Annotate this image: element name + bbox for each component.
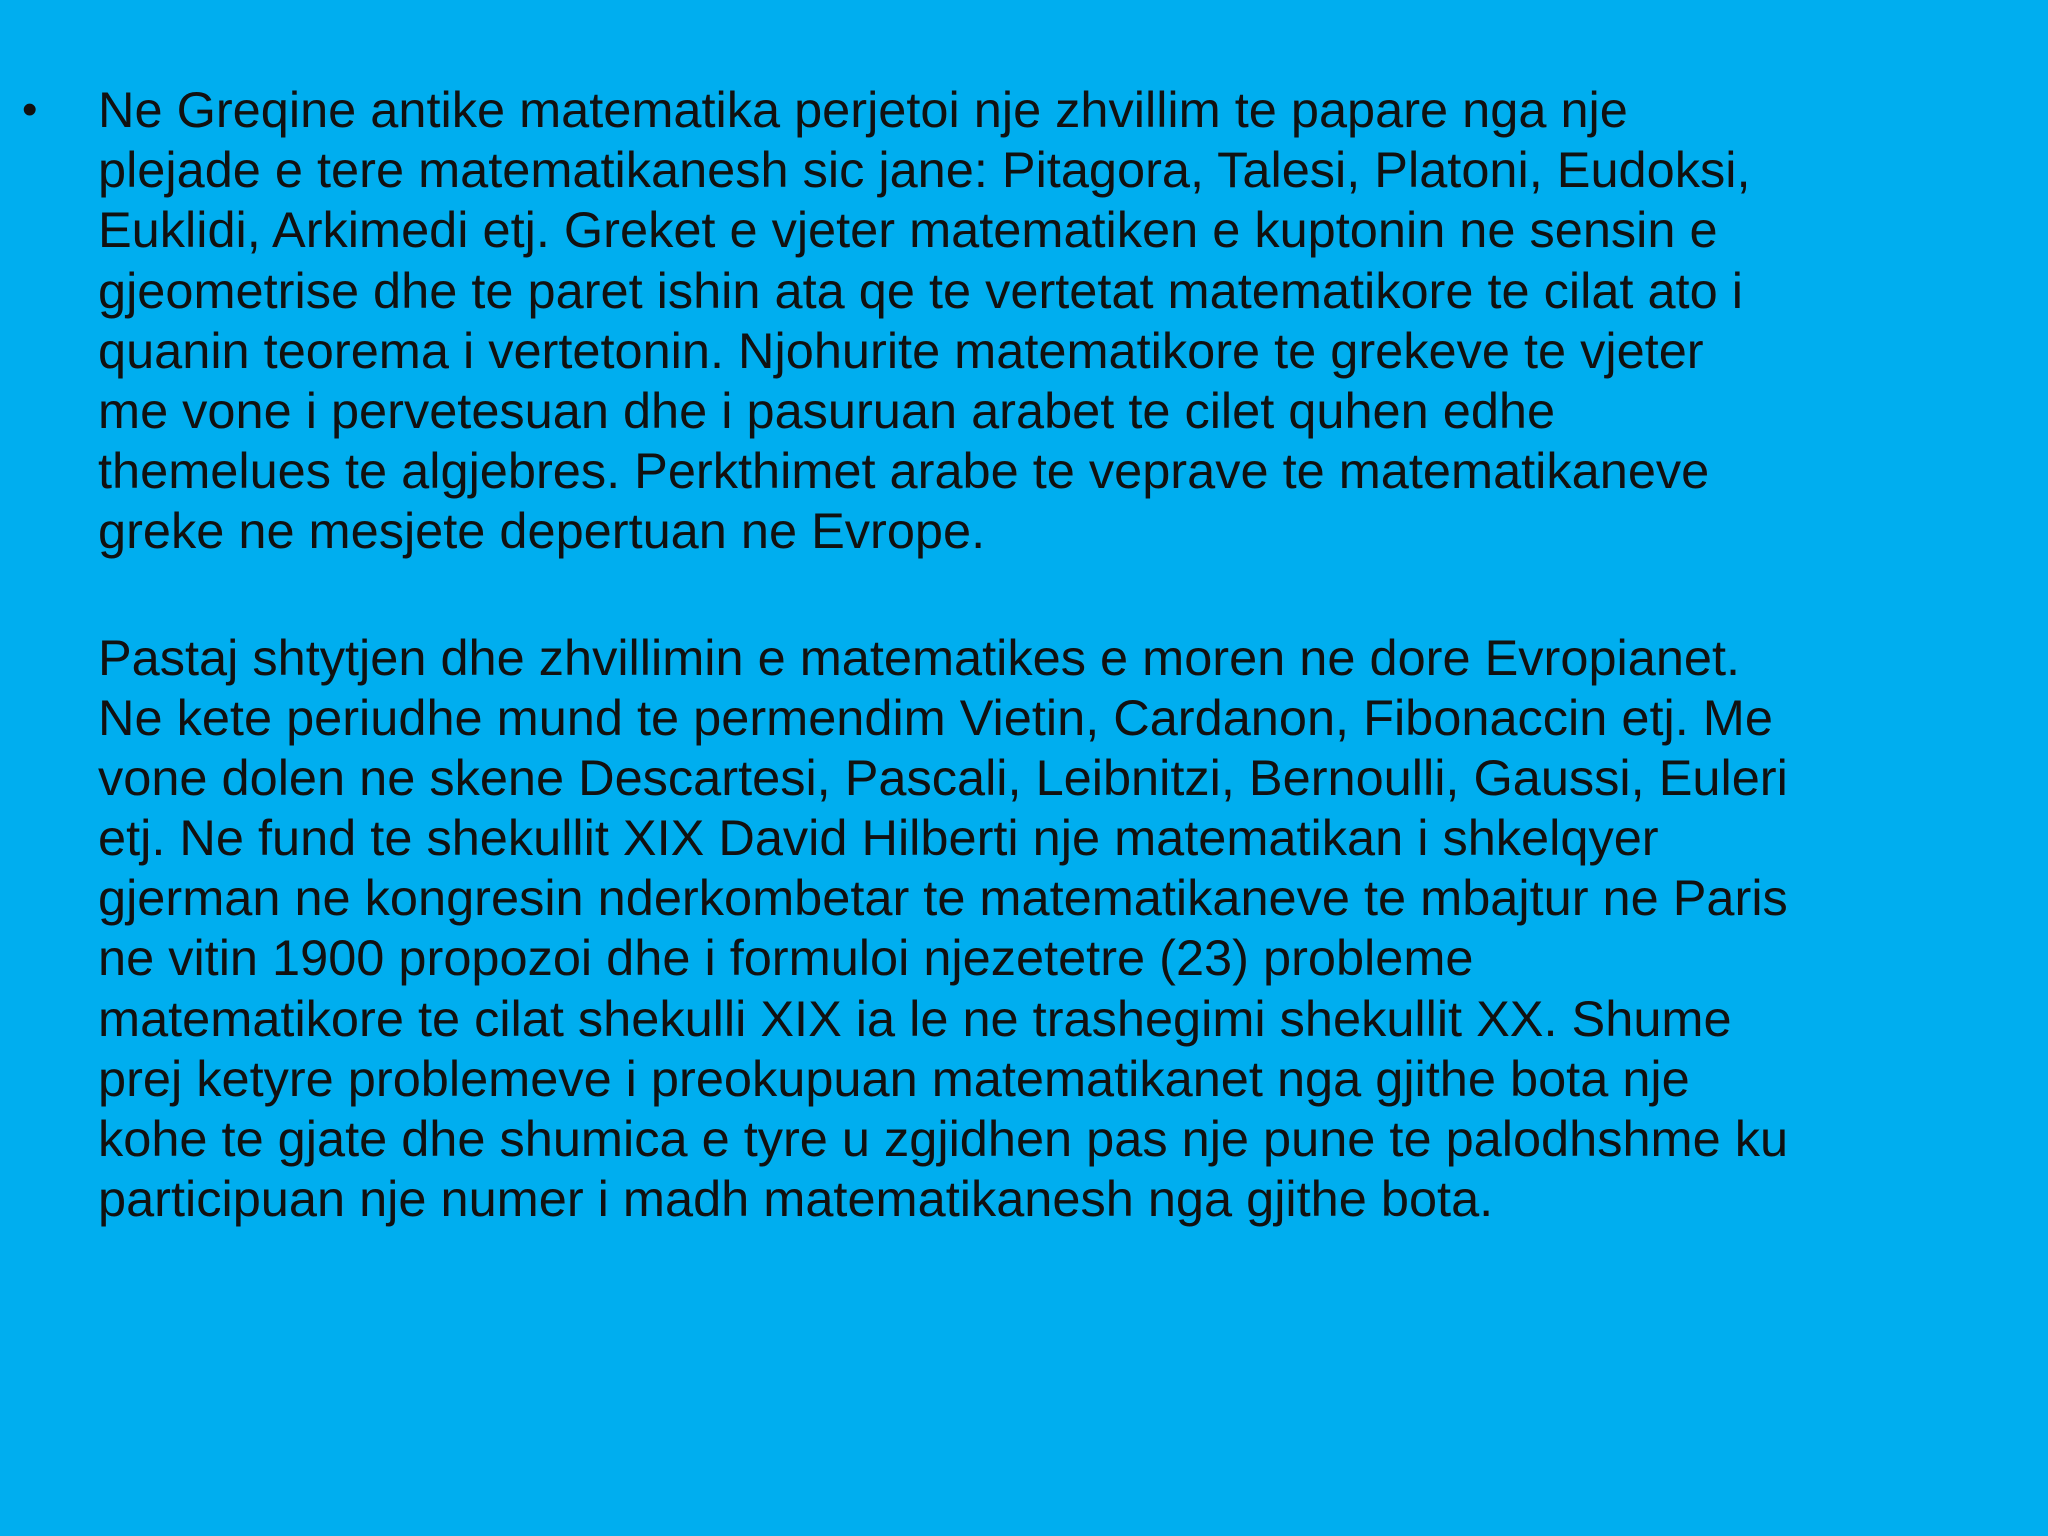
text-line: themelues te algjebres. Perkthimet arabe te veprave te matematikaneve: [98, 442, 1710, 500]
text-line: plejade e tere matematikanesh sic jane: Pitagora, Talesi, Platoni, Eudoksi,: [98, 141, 1751, 199]
text-line: Ne kete periudhe mund te permendim Vietin, Cardanon, Fibonaccin etj. Me: [98, 688, 1773, 746]
text-line: kohe te gjate dhe shumica e tyre u zgjidhen pas nje pune te palodhshme ku: [98, 1110, 1789, 1167]
bullet-point: •: [22, 85, 38, 134]
text-line: quanin teorema i vertetonin. Njohurite matematikore te grekeve te vjeter: [98, 321, 1704, 379]
text-line: prej ketyre problemeve i preokupuan matematikanet nga gjithe bota nje: [98, 1049, 1690, 1107]
paragraph-1: [98, 80, 2038, 562]
text-line: vone dolen ne skene Descartesi, Pascali, Leibnitzi, Bernoulli, Gaussi, Euleri: [98, 748, 1788, 806]
text-line: matematikore te cilat shekulli XIX ia le ne trashegimi shekullit XX. Shume: [98, 989, 1732, 1047]
text-line: participuan nje numer i madh matematikanesh nga gjithe bota.: [98, 1170, 1494, 1228]
text-line: me vone i pervetesuan dhe i pasuruan arabet te cilet quhen edhe: [98, 381, 1556, 439]
text-line: etj. Ne fund te shekullit XIX David Hilberti nje matematikan i shkelqyer: [98, 809, 1659, 867]
paragraph-2: [98, 628, 2038, 1230]
slide-body-text: [98, 80, 2038, 1229]
text-line: ne vitin 1900 propozoi dhe i formuloi njezetetre (23) probleme: [98, 929, 1474, 987]
paragraph-spacer: [98, 562, 2038, 628]
text-line: Pastaj shtytjen dhe zhvillimin e matematikes e moren ne dore Evropianet.: [98, 628, 1741, 686]
text-line: greke ne mesjete depertuan ne Evrope.: [98, 502, 986, 560]
text-line: Ne Greqine antike matematika perjetoi nje zhvillim te papare nga nje: [98, 81, 1628, 138]
text-line: gjeometrise dhe te paret ishin ata qe te vertetat matematikore te cilat ato i: [98, 261, 1743, 319]
text-line: gjerman ne kongresin nderkombetar te matematikaneve te mbajtur ne Paris: [98, 869, 1788, 927]
text-line: Euklidi, Arkimedi etj. Greket e vjeter matematiken e kuptonin ne sensin e: [98, 201, 1718, 259]
